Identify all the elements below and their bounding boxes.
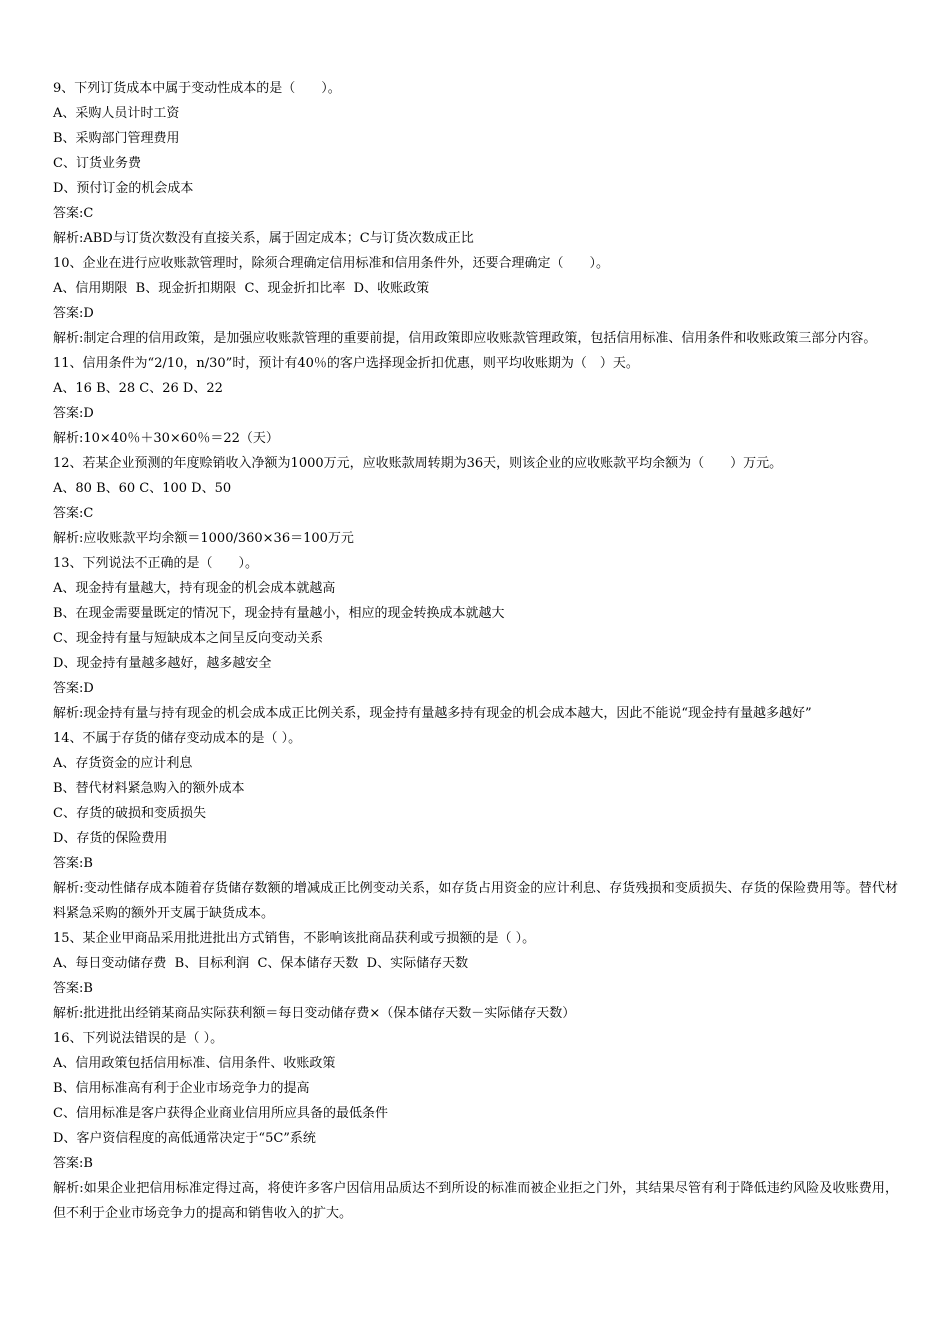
question-16: 16、下列说法错误的是（ ）。 [53,1031,224,1046]
option: A、16 B、28 C、26 D、22 [53,381,223,396]
option: D、预付订金的机会成本 [53,181,194,196]
option: C、现金持有量与短缺成本之间呈反向变动关系 [53,631,323,646]
analysis: 解析:现金持有量与持有现金的机会成本成正比例关系，现金持有量越多持有现金的机会成本越大，因此不能说“现金持有量越多越好” [53,706,812,721]
question-10: 10、企业在进行应收账款管理时，除须合理确定信用标准和信用条件外，还要合理确定（ ）。 [53,256,610,271]
analysis: 解析:批进批出经销某商品实际获利额＝每日变动储存费×（保本储存天数－实际储存天数） [53,1006,576,1021]
option: D、现金持有量越多越好，越多越安全 [53,656,272,671]
option: B、在现金需要量既定的情况下，现金持有量越小，相应的现金转换成本就越大 [53,606,505,621]
analysis: 解析:变动性储存成本随着存货储存数额的增减成正比例变动关系，如存货占用资金的应计利息、存货残损和变质损失、存货的保险费用等。替代材料紧急采购的额外开支属于缺货成本。 [53,881,898,921]
option: A、信用政策包括信用标准、信用条件、收账政策 [53,1056,336,1071]
question-11: 11、信用条件为“2/10，n/30”时，预计有40％的客户选择现金折扣优惠，则平均收账期为（ ）天。 [53,356,639,371]
analysis: 解析:ABD与订货次数没有直接关系，属于固定成本；C与订货次数成正比 [53,231,474,246]
question-9: 9、下列订货成本中属于变动性成本的是（ ）。 [53,81,341,96]
answer: 答案:B [53,1156,93,1171]
option: A、存货资金的应计利息 [53,756,193,771]
option: A、现金持有量越大，持有现金的机会成本就越高 [53,581,336,596]
analysis: 解析:如果企业把信用标准定得过高，将使许多客户因信用品质达不到所设的标准而被企业拒之门外，其结果尽管有利于降低违约风险及收账费用，但不利于企业市场竞争力的提高和销售收入的扩大。 [53,1181,898,1221]
analysis: 解析:10×40％＋30×60％＝22（天） [53,431,279,446]
answer: 答案:C [53,206,94,221]
answer: 答案:B [53,856,93,871]
question-12: 12、若某企业预测的年度赊销收入净额为1000万元，应收账款周转期为36天，则该企业的应收账款平均余额为（ ）万元。 [53,456,783,471]
answer: 答案:B [53,981,93,996]
question-15: 15、某企业甲商品采用批进批出方式销售，不影响该批商品获利或亏损额的是（ ）。 [53,931,536,946]
option: B、信用标准高有利于企业市场竞争力的提高 [53,1081,310,1096]
option: C、信用标准是客户获得企业商业信用所应具备的最低条件 [53,1106,388,1121]
answer: 答案:D [53,681,94,696]
option: A、信用期限 B、现金折扣期限 C、现金折扣比率 D、收账政策 [53,281,430,296]
option: A、80 B、60 C、100 D、50 [53,481,232,496]
answer: 答案:D [53,306,94,321]
option: A、采购人员计时工资 [53,106,180,121]
option: B、采购部门管理费用 [53,131,180,146]
option: D、存货的保险费用 [53,831,168,846]
option: D、客户资信程度的高低通常决定于“5C”系统 [53,1131,316,1146]
analysis: 解析:制定合理的信用政策，是加强应收账款管理的重要前提，信用政策即应收账款管理政策，包括信用标准、信用条件和收账政策三部分内容。 [53,331,877,346]
document-page [53,76,898,1226]
option: B、替代材料紧急购入的额外成本 [53,781,245,796]
answer: 答案:D [53,406,94,421]
option: A、每日变动储存费 B、目标利润 C、保本储存天数 D、实际储存天数 [53,956,469,971]
question-13: 13、下列说法不正确的是（ ）。 [53,556,259,571]
answer: 答案:C [53,506,94,521]
option: C、存货的破损和变质损失 [53,806,206,821]
option: C、订货业务费 [53,156,141,171]
analysis: 解析:应收账款平均余额＝1000/360×36＝100万元 [53,531,354,546]
question-14: 14、不属于存货的储存变动成本的是（ ）。 [53,731,302,746]
